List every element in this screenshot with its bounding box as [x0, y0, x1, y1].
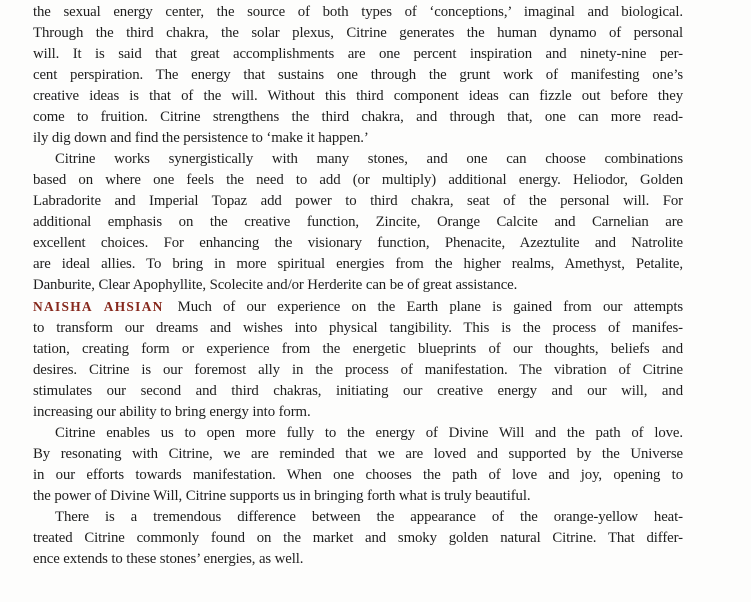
text-line: in our efforts towards manifestation. When one chooses the path of love and joy, opening to: [33, 467, 683, 483]
paragraph: [33, 2, 683, 149]
text-line: Labradorite and Imperial Topaz add power to third chakra, seat of the personal will. For: [33, 193, 683, 209]
text-line: There is a tremendous difference between the appearance of the orange-yellow heat-: [55, 509, 683, 525]
text-line: come to fruition. Citrine strengthens the third chakra, and through that, one can more read-: [33, 109, 683, 125]
text-line: Through the third chakra, the solar plexus, Citrine generates the human dynamo of personal: [33, 25, 683, 41]
text-line: [33, 296, 683, 318]
text-line: the sexual energy center, the source of both types of ‘conceptions,’ imaginal and biological.: [33, 4, 683, 20]
text-line: treated Citrine commonly found on the market and smoky golden natural Citrine. That differ-: [33, 530, 683, 546]
text-line: Citrine enables us to open more fully to the energy of Divine Will and the path of love.: [55, 425, 683, 441]
text-line: tation, creating form or experience from the energetic blueprints of our thoughts, beliefs and: [33, 341, 683, 357]
text-line: stimulates our second and third chakras, initiating our creative energy and our will, and: [33, 383, 683, 399]
text-line: ily dig down and find the persistence to ‘make it happen.’: [33, 130, 369, 146]
text-line: Citrine works synergistically with many stones, and one can choose combinations: [55, 151, 683, 167]
text-column: [33, 2, 683, 570]
text-line: excellent choices. For enhancing the visionary function, Phenacite, Azeztulite and Natrolite: [33, 235, 683, 251]
paragraph: [33, 296, 683, 423]
text-line: Danburite, Clear Apophyllite, Scolecite and/or Herderite can be of great assistance.: [33, 277, 518, 293]
text-line: cent perspiration. The energy that sustains one through the grunt work of manifesting one’s: [33, 67, 683, 83]
text-line: the power of Divine Will, Citrine supports us in bringing forth what is truly beautiful.: [33, 488, 531, 504]
paragraph: [33, 149, 683, 296]
text-line: are ideal allies. To bring in more spiritual energies from the higher realms, Amethyst, Petalite,: [33, 256, 683, 272]
text-line: will. It is said that great accomplishments are one percent inspiration and ninety-nine per-: [33, 46, 683, 62]
text-line: based on where one feels the need to add (or multiply) additional energy. Heliodor, Golden: [33, 172, 683, 188]
text-line: to transform our dreams and wishes into physical tangibility. This is the process of manifes-: [33, 320, 683, 336]
text-line-content: Much of our experience on the Earth plane is gained from our attempts: [177, 299, 683, 315]
paragraph: [33, 507, 683, 570]
author-heading: NAISHA AHSIAN: [33, 299, 164, 314]
text-line: increasing our ability to bring energy into form.: [33, 404, 311, 420]
text-line: ence extends to these stones’ energies, as well.: [33, 551, 304, 567]
text-line: desires. Citrine is our foremost ally in the process of manifestation. The vibration of Citrine: [33, 362, 683, 378]
text-line: additional emphasis on the creative function, Zincite, Orange Calcite and Carnelian are: [33, 214, 683, 230]
paragraph: [33, 423, 683, 507]
text-line: By resonating with Citrine, we are reminded that we are loved and supported by the Universe: [33, 446, 683, 462]
text-line: creative ideas is that of the will. Without this third component ideas can fizzle out before they: [33, 88, 683, 104]
